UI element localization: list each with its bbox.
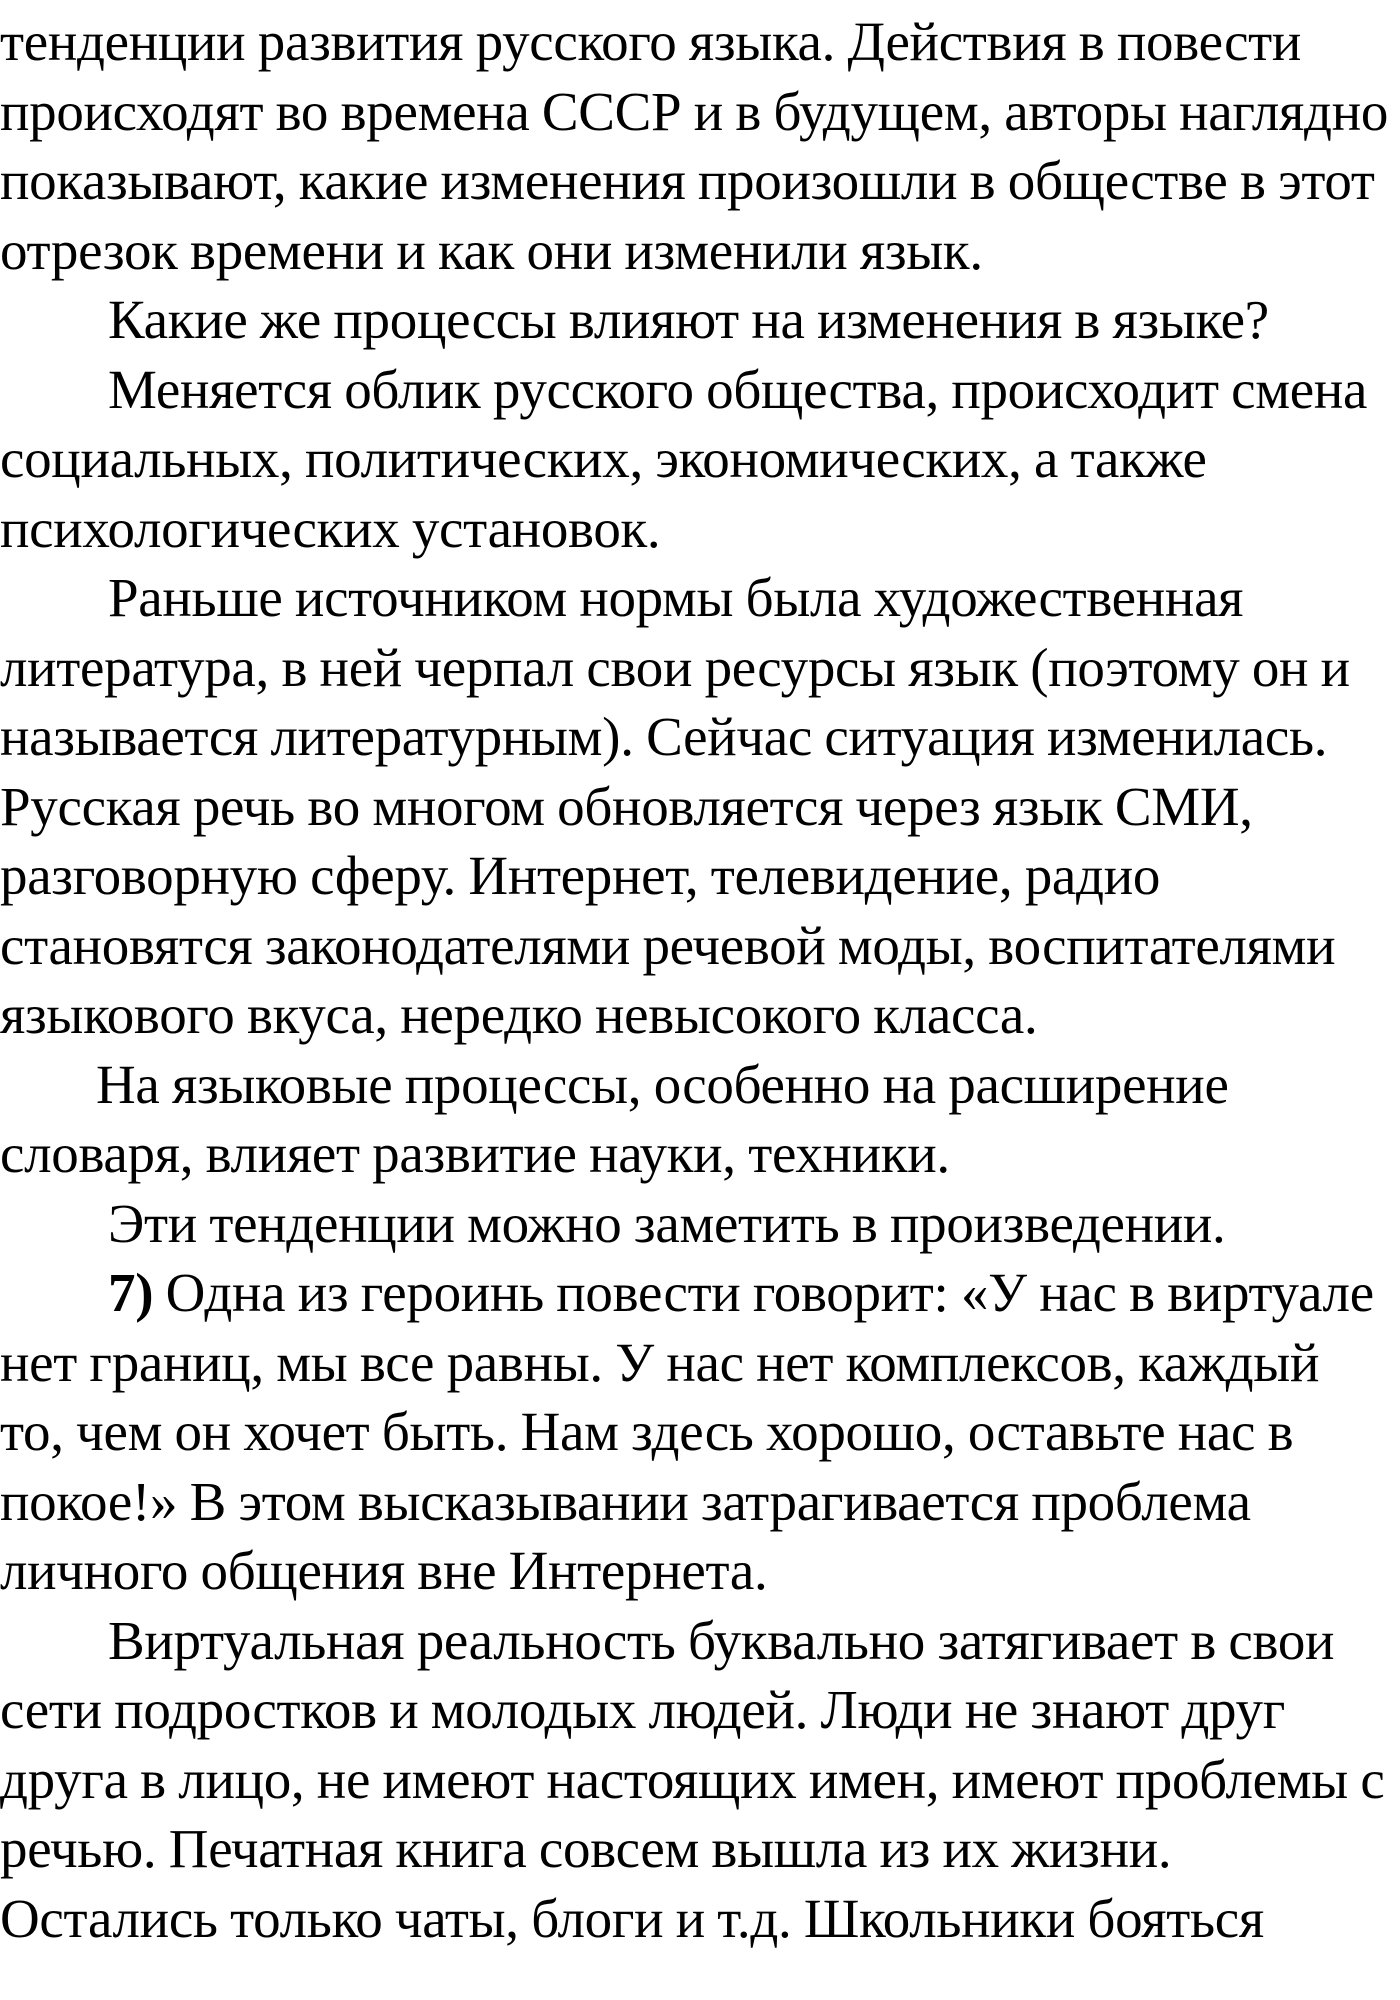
text-line: психологических установок. (0, 497, 661, 559)
text-line: показывают, какие изменения произошли в обществе в этот (0, 150, 1375, 211)
paragraph-first-line: На языковые процессы, особенно на расширение (96, 1053, 1229, 1115)
text-line: Русская речь во многом обновляется через язык СМИ, (0, 775, 1253, 837)
text-line: языкового вкуса, нередко невысокого класса. (0, 984, 1038, 1045)
text-line: тенденции развития русского языка. Действия в повести (0, 11, 1302, 72)
text-line: друга в лицо, не имеют настоящих имен, имеют проблемы с (0, 1748, 1385, 1810)
numbered-paragraph-line (0, 1258, 1400, 1328)
text-line: покое!» В этом высказывании затрагивается проблема (0, 1470, 1251, 1532)
text-line: становятся законодателями речевой моды, воспитателями (0, 914, 1336, 976)
paragraph-first-line: Какие же процессы влияют на изменения в языке? (108, 289, 1269, 350)
text-line: сети подростков и молодых людей. Люди не знают друг (0, 1679, 1285, 1740)
text-line: социальных, политических, экономических, а также (0, 428, 1207, 489)
paragraph-first-line: Эти тенденции можно заметить в произведении. (108, 1192, 1226, 1254)
text-line: словаря, влияет развитие науки, техники. (0, 1123, 950, 1184)
text-line: называется литературным). Сейчас ситуация изменилась. (0, 706, 1328, 767)
item-number: 7) (108, 1262, 154, 1323)
paragraph-first-line: Виртуальная реальность буквально затягивает в свои (108, 1609, 1335, 1671)
text-line: то, чем он хочет быть. Нам здесь хорошо, оставьте нас в (0, 1401, 1294, 1462)
paragraph-first-line: Меняется облик русского общества, происходит смена (108, 358, 1368, 420)
text-body (0, 7, 1400, 1953)
text-line: личного общения вне Интернета. (0, 1540, 768, 1601)
text-line: Остались только чаты, блоги и т.д. Школьники бояться (0, 1887, 1264, 1949)
text-line: речью. Печатная книга совсем вышла из их жизни. (0, 1818, 1172, 1879)
text-line: литература, в ней черпал свои ресурсы язык (поэтому он и (0, 636, 1350, 698)
text-line: отрезок времени и как они изменили язык. (0, 219, 983, 281)
text-line: разговорную сферу. Интернет, телевидение, радио (0, 845, 1161, 906)
item-text: Одна из героинь повести говорит: «У нас в виртуале (153, 1262, 1374, 1323)
text-line: происходят во времена СССР и в будущем, авторы наглядно (0, 80, 1389, 142)
text-line: нет границ, мы все равны. У нас нет комплексов, каждый (0, 1331, 1320, 1393)
paragraph-first-line: Раньше источником нормы была художественная (108, 567, 1244, 628)
